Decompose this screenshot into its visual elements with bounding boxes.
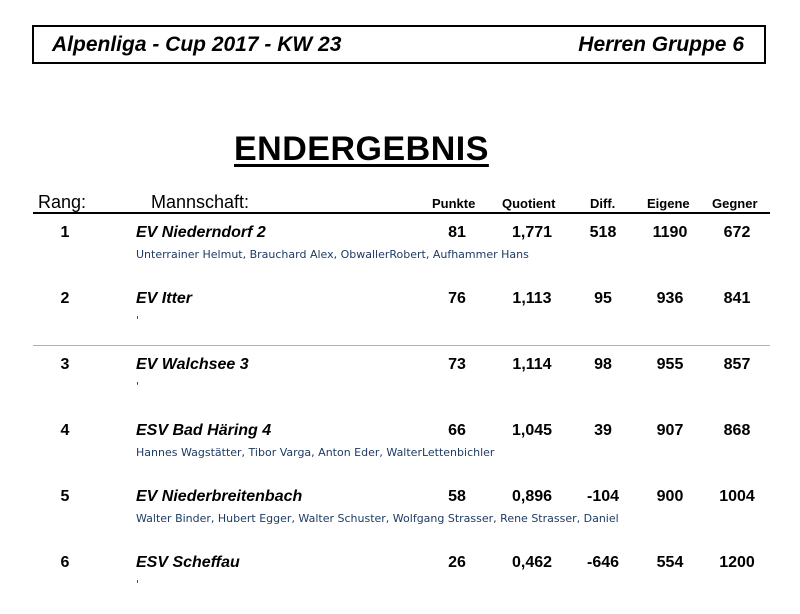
table-row — [0, 224, 800, 284]
rank-cell: 3 — [60, 356, 70, 373]
gegner-cell: 857 — [723, 356, 751, 373]
gegner-cell: 672 — [723, 224, 751, 241]
group-title: Herren Gruppe 6 — [578, 33, 744, 56]
rank-cell: 5 — [60, 488, 70, 505]
punkte-cell: 76 — [448, 290, 466, 307]
diff-cell: -646 — [586, 554, 620, 571]
punkte-cell: 73 — [448, 356, 466, 373]
punkte-cell: 81 — [448, 224, 466, 241]
table-row — [0, 356, 800, 416]
quotient-cell: 0,896 — [511, 488, 553, 505]
gegner-cell: 841 — [723, 290, 751, 307]
players-line: ' — [136, 314, 140, 327]
quotient-cell: 0,462 — [511, 554, 553, 571]
quotient-cell: 1,114 — [512, 356, 552, 373]
rank-cell: 4 — [60, 422, 70, 439]
col-header-punkte: Punkte — [432, 196, 476, 211]
eigene-cell: 907 — [656, 422, 684, 439]
team-cell: EV Walchsee 3 — [136, 356, 249, 373]
quotient-cell: 1,771 — [511, 224, 553, 241]
table-row — [0, 488, 800, 548]
table-row — [0, 422, 800, 482]
gegner-cell: 868 — [723, 422, 751, 439]
gegner-cell: 1004 — [719, 488, 755, 505]
rank-cell: 2 — [60, 290, 70, 307]
team-cell: EV Niederbreitenbach — [136, 488, 303, 505]
diff-cell: -104 — [586, 488, 620, 505]
diff-cell: 518 — [589, 224, 617, 241]
eigene-cell: 554 — [656, 554, 684, 571]
players-line: ' — [136, 380, 140, 393]
team-cell: ESV Bad Häring 4 — [136, 422, 272, 439]
rank-cell: 1 — [60, 224, 70, 241]
league-title: Alpenliga - Cup 2017 - KW 23 — [52, 33, 342, 56]
table-row — [0, 290, 800, 350]
col-header-diff: Diff. — [590, 196, 616, 211]
col-header-rang: Rang: — [38, 192, 87, 212]
eigene-cell: 900 — [656, 488, 684, 505]
eigene-cell: 1190 — [652, 224, 688, 241]
quotient-cell: 1,113 — [512, 290, 552, 307]
team-cell: EV Niederndorf 2 — [136, 224, 266, 241]
eigene-cell: 955 — [656, 356, 684, 373]
diff-cell: 95 — [594, 290, 612, 307]
header-box — [32, 25, 766, 64]
col-header-mannschaft: Mannschaft: — [151, 192, 250, 212]
rank-cell: 6 — [60, 554, 70, 571]
col-header-eigene: Eigene — [647, 196, 690, 211]
eigene-cell: 936 — [656, 290, 684, 307]
diff-cell: 98 — [594, 356, 612, 373]
punkte-cell: 58 — [448, 488, 466, 505]
players-line: Walter Binder, Hubert Egger, Walter Schuster, Wolfgang Strasser, Rene Strasser, Daniel — [136, 512, 619, 525]
diff-cell: 39 — [594, 422, 612, 439]
punkte-cell: 66 — [448, 422, 466, 439]
page-title: ENDERGEBNIS — [234, 130, 489, 168]
punkte-cell: 26 — [448, 554, 466, 571]
row-divider — [33, 345, 770, 346]
players-line: Hannes Wagstätter, Tibor Varga, Anton Eder, WalterLettenbichler — [136, 446, 495, 459]
header-divider — [33, 212, 770, 214]
table-row — [0, 554, 800, 614]
players-line: ' — [136, 578, 140, 591]
quotient-cell: 1,045 — [511, 422, 553, 439]
team-cell: EV Itter — [136, 290, 193, 307]
team-cell: ESV Scheffau — [136, 554, 240, 571]
players-line: Unterrainer Helmut, Brauchard Alex, ObwallerRobert, Aufhammer Hans — [136, 248, 529, 261]
col-header-gegner: Gegner — [712, 196, 758, 211]
gegner-cell: 1200 — [719, 554, 755, 571]
col-header-quotient: Quotient — [502, 196, 556, 211]
